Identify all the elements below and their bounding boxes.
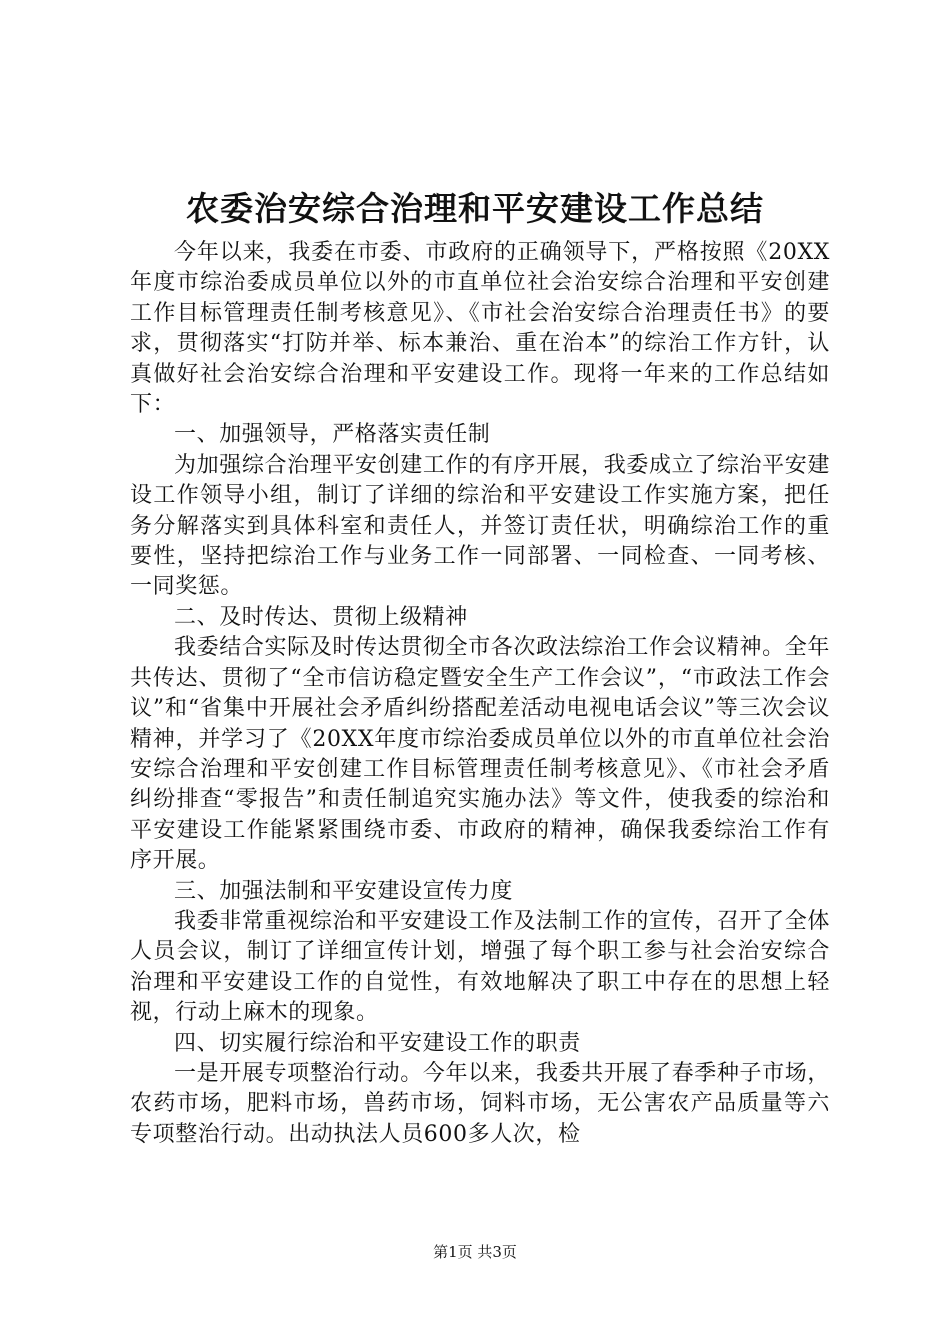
body-paragraph: 我委结合实际及时传达贯彻全市各次政法综治工作会议精神。全年共传达、贯彻了“全市信访稳定暨安全生产工作会议”，“市政法工作会议”和“省集中开展社会矛盾纠纷搭配差活动电视电话会议”等三次会议精神，并学习了《20XX年度市综治委成员单位以外的市直单位社会治安综合治理和平安创建工作目标管理责任制考核意见》、《市社会矛盾纠纷排查“零报告”和责任制追究实施办法》等文件，使我委的综治和平安建设工作能紧紧围绕市委、市政府的精神，确保我委综治工作有序开展。 (130, 635, 830, 874)
body-paragraph: 我委非常重视综治和平安建设工作及法制工作的宣传，召开了全体人员会议，制订了详细宣传计划，增强了每个职工参与社会治安综合治理和平安建设工作的自觉性，有效地解决了职工中存在的思想上轻视，行动上麻木的现象。 (130, 908, 830, 1026)
section-heading-3: 三、加强法制和平安建设宣传力度 (174, 878, 514, 904)
body-paragraph: 为加强综合治理平安创建工作的有序开展，我委成立了综治平安建设工作领导小组，制订了详细的综治和平安建设工作实施方案，把任务分解落实到具体科室和责任人，并签订责任状，明确综治工作的重要性，坚持把综治工作与业务工作一同部署、一同检查、一同考核、一同奖惩。 (130, 452, 830, 600)
body-paragraph: 一是开展专项整治行动。今年以来，我委共开展了春季种子市场，农药市场，肥料市场，兽药市场，饲料市场，无公害农产品质量等六专项整治行动。出动执法人员600多人次，检 (130, 1060, 830, 1147)
section-heading-1: 一、加强领导，严格落实责任制 (174, 422, 491, 448)
document-body (130, 238, 830, 1150)
intro-paragraph: 今年以来，我委在市委、市政府的正确领导下，严格按照《20XX年度市综治委成员单位以外的市直单位社会治安综合治理和平安创建工作目标管理责任制考核意见》、《市社会治安综合治理责任书》的要求，贯彻落实“打防并举、标本兼治、重在治本”的综治工作方针，认真做好社会治安综合治理和平安建设工作。现将一年来的工作总结如下： (130, 240, 830, 418)
section-heading-4: 四、切实履行综治和平安建设工作的职责 (174, 1030, 581, 1056)
document-title: 农委治安综合治理和平安建设工作总结 (186, 189, 764, 228)
section-heading-2: 二、及时传达、贯彻上级精神 (174, 604, 468, 630)
page-footer: 第1页 共3页 (433, 1243, 517, 1261)
